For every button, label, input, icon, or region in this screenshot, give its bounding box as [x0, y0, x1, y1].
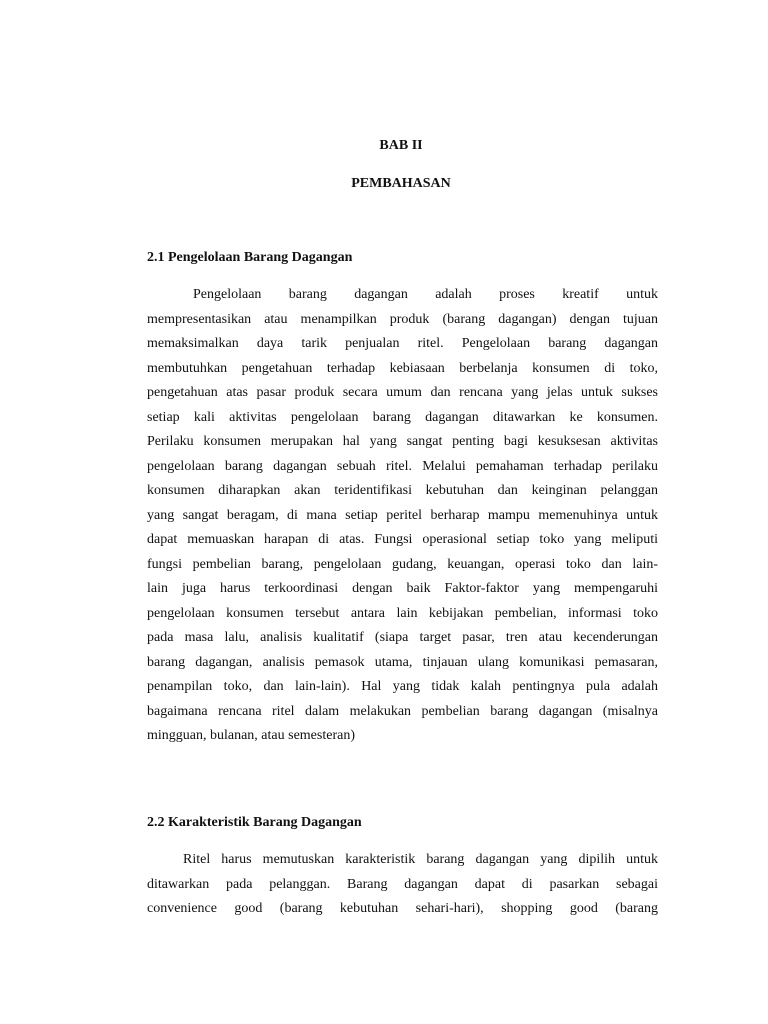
paragraph-line: Ritel harus memutuskan karakteristik barang dagangan yang dipilih untuk [183, 852, 658, 867]
paragraph-line: dapat memuaskan harapan di atas. Fungsi operasional setiap toko yang meliputi [147, 532, 658, 547]
chapter-label: BAB II [379, 138, 423, 153]
paragraph-line: memaksimalkan daya tarik penjualan ritel. Pengelolaan barang dagangan [147, 336, 658, 351]
paragraph-line: ditawarkan pada pelanggan. Barang dagangan dapat di pasarkan sebagai [147, 876, 658, 892]
paragraph-line: convenience good (barang kebutuhan sehari-hari), shopping good (barang [147, 901, 658, 916]
paragraph-line: penampilan toko, dan lain-lain). Hal yang tidak kalah pentingnya pula adalah [147, 679, 658, 694]
chapter-title: PEMBAHASAN [351, 176, 451, 191]
paragraph-line: mingguan, bulanan, atau semesteran) [147, 728, 355, 743]
paragraph-line: barang dagangan, analisis pemasok utama, tinjauan ulang komunikasi pemasaran, [147, 654, 658, 670]
paragraph-line: yang sangat beragam, di mana setiap peritel berharap mampu memenuhinya untuk [147, 507, 658, 523]
section-2-1-paragraph [147, 287, 658, 753]
paragraph-line: membutuhkan pengetahuan terhadap kebiasaan berbelanja konsumen di toko, [147, 360, 658, 376]
paragraph-line: Pengelolaan barang dagangan adalah proses kreatif untuk [193, 287, 658, 302]
paragraph-line: mempresentasikan atau menampilkan produk (barang dagangan) dengan tujuan [147, 311, 658, 327]
paragraph-line: fungsi pembelian barang, pengelolaan gudang, keuangan, operasi toko dan lain- [147, 556, 658, 572]
paragraph-line: Perilaku konsumen merupakan hal yang sangat penting bagi kesuksesan aktivitas [147, 434, 658, 449]
paragraph-line: konsumen diharapkan akan teridentifikasi kebutuhan dan keinginan pelanggan [147, 483, 658, 498]
paragraph-line: setiap kali aktivitas pengelolaan barang dagangan ditawarkan ke konsumen. [147, 409, 658, 425]
section-heading-2-1: 2.1 Pengelolaan Barang Dagangan [147, 250, 353, 265]
paragraph-line: lain juga harus terkoordinasi dengan baik Faktor-faktor yang mempengaruhi [147, 581, 658, 596]
paragraph-line: pada masa lalu, analisis kualitatif (siapa target pasar, tren atau kecenderungan [147, 630, 658, 645]
paragraph-line: pengelolaan barang dagangan sebuah ritel. Melalui pemahaman terhadap perilaku [147, 458, 658, 474]
paragraph-line: pengelolaan konsumen tersebut antara lain kebijakan pembelian, informasi toko [147, 605, 658, 621]
section-heading-2-2: 2.2 Karakteristik Barang Dagangan [147, 815, 362, 830]
section-2-2-paragraph [147, 852, 658, 926]
paragraph-line: pengetahuan atas pasar produk secara umum dan rencana yang jelas untuk sukses [147, 385, 658, 400]
paragraph-line: bagaimana rencana ritel dalam melakukan pembelian barang dagangan (misalnya [147, 703, 658, 719]
